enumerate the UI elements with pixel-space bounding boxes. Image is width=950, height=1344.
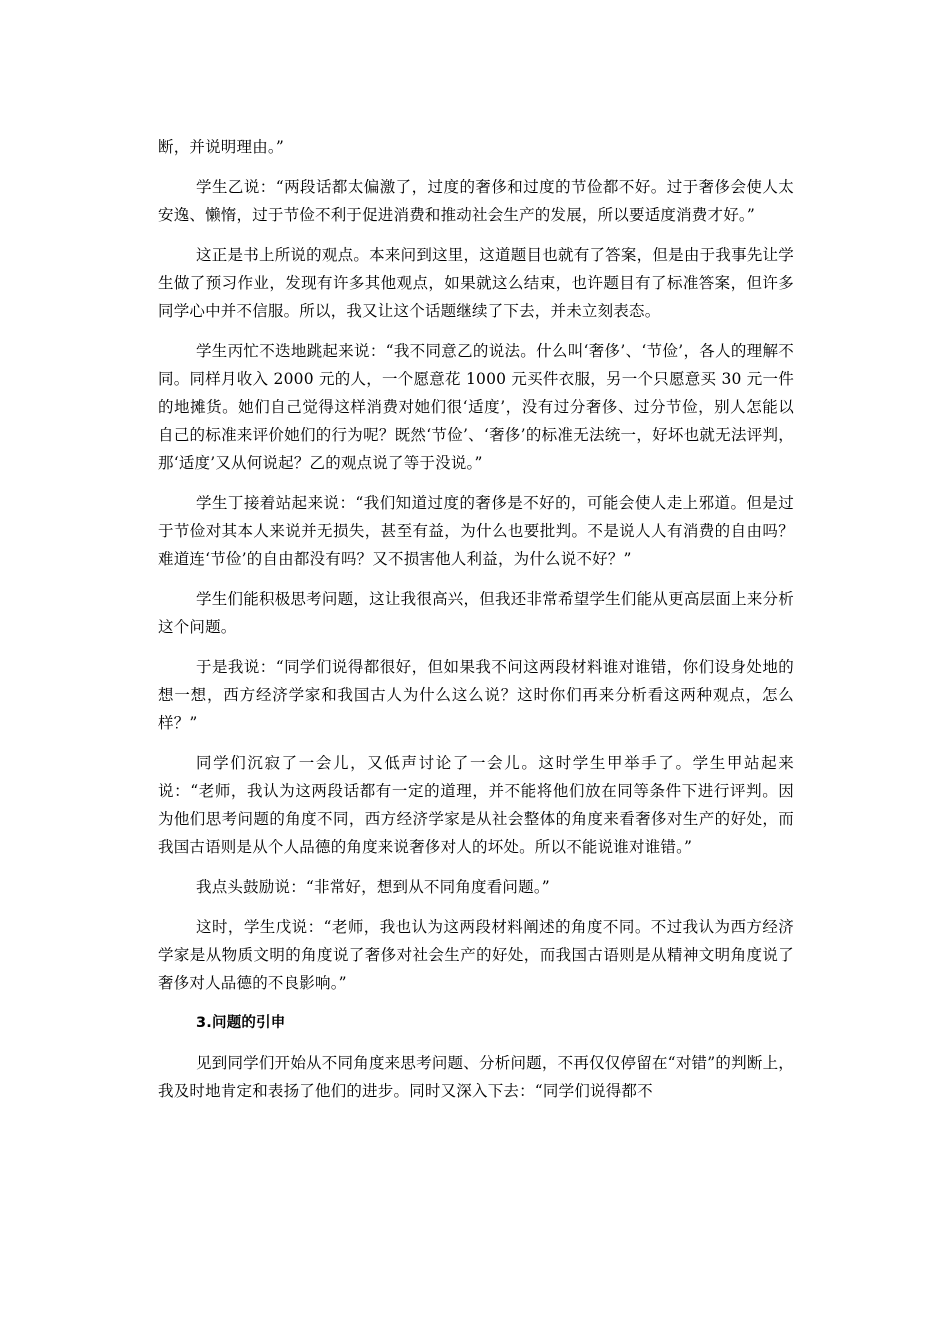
paragraph-teacher-reflection: 学生们能积极思考问题，这让我很高兴，但我还非常希望学生们能从更高层面上来分析这个问题。 <box>158 590 794 636</box>
paragraph-teacher-question: 于是我说：“同学们说得都很好，但如果我不问这两段材料谁对谁错，你们设身处地的想一想，西方经济学家和我国古人为什么这么说？这时你们再来分析看这两种观点，怎么样？” <box>158 658 794 732</box>
paragraph-student-ding: 学生丁接着站起来说：“我们知道过度的奢侈是不好的，可能会使人走上邪道。但是过于节俭对其本人来说并无损失，甚至有益，为什么也要批判。不是说人人有消费的自由吗？难道连‘节俭’的自由都没有吗？又不损害他人利益，为什么说不好？” <box>158 494 794 568</box>
paragraph-textbook-view: 这正是书上所说的观点。本来问到这里，这道题目也就有了答案，但是由于我事先让学生做了预习作业，发现有许多其他观点，如果就这么结束，也许题目有了标准答案，但许多同学心中并不信服。所以，我又让这个话题继续了下去，并未立刻表态。 <box>158 246 794 320</box>
paragraph-teacher-encouragement: 我点头鼓励说：“非常好，想到从不同角度看问题。” <box>196 878 550 896</box>
paragraph-student-yi: 学生乙说：“两段话都太偏激了，过度的奢侈和过度的节俭都不好。过于奢侈会使人太安逸、懒惰，过于节俭不利于促进消费和推动社会生产的发展，所以要适度消费才好。” <box>158 178 794 224</box>
paragraph-student-wu: 这时，学生戊说：“老师，我也认为这两段材料阐述的角度不同。不过我认为西方经济学家是从物质文明的角度说了奢侈对社会生产的好处，而我国古语则是从精神文明角度说了奢侈对人品德的不良影响。” <box>158 918 794 992</box>
paragraph-student-bing: 学生丙忙不迭地跳起来说：“我不同意乙的说法。什么叫‘奢侈’、‘节俭’，各人的理解不同。同样月收入 2000 元的人，一个愿意花 1000 元买件衣服，另一个只愿意买 30 元一件的地摊货。她们自己觉得这样消费对她们很‘适度’，没有过分奢侈、过分节俭，别人怎能以自己的标准来评价她们的行为呢？既然‘节俭’、‘奢侈’的标准无法统一，好坏也就无法评判，那‘适度’又从何说起？乙的观点说了等于没说。” <box>158 342 794 472</box>
paragraph-continuation: 断，并说明理由。” <box>158 138 284 156</box>
paragraph-student-jia: 同学们沉寂了一会儿，又低声讨论了一会儿。这时学生甲举手了。学生甲站起来说：“老师，我认为这两段话都有一定的道理，并不能将他们放在同等条件下进行评判。因为他们思考问题的角度不同，西方经济学家是从社会整体的角度来看奢侈对生产的好处，而我国古语则是从个人品德的角度来说奢侈对人的坏处。所以不能说谁对谁错。” <box>158 754 794 856</box>
document-page <box>158 133 794 1117</box>
section-heading: 3.问题的引申 <box>196 1015 286 1031</box>
paragraph-extension: 见到同学们开始从不同角度来思考问题、分析问题，不再仅仅停留在“对错”的判断上，我及时地肯定和表扬了他们的进步。同时又深入下去：“同学们说得都不 <box>158 1054 794 1100</box>
